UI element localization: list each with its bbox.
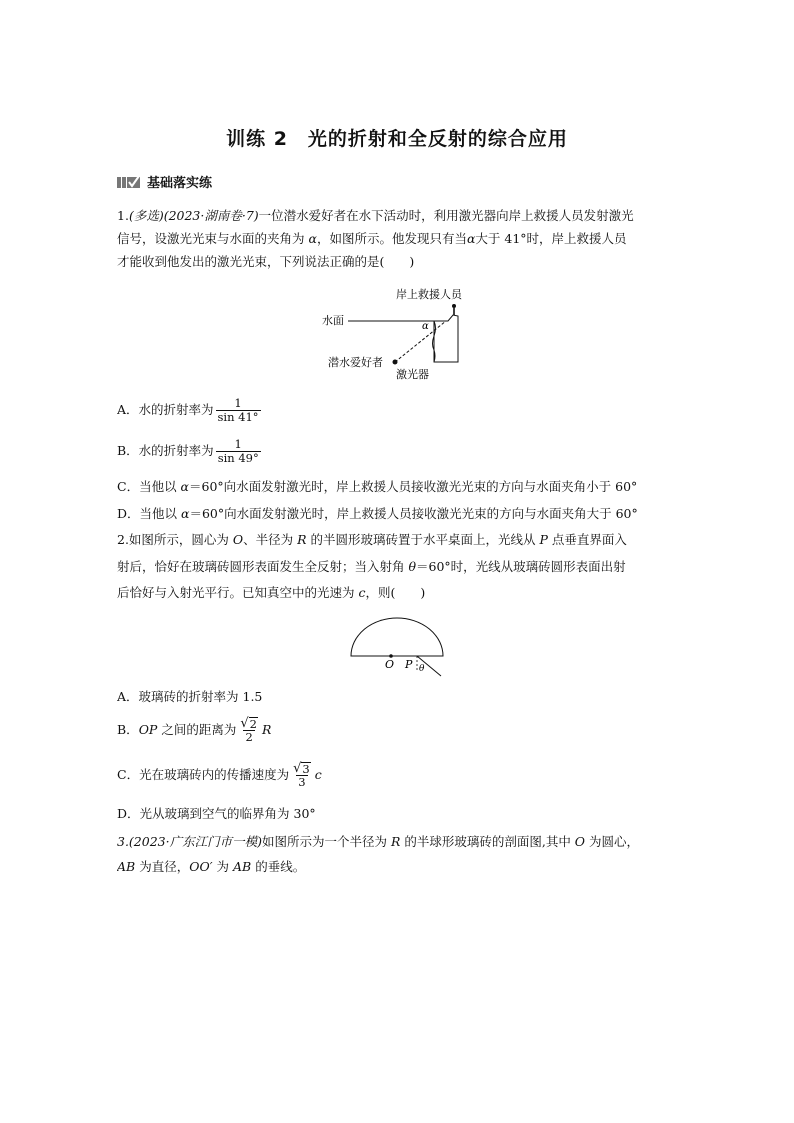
q3-line-2: AB 为直径，OO′ 为 AB 的垂线。 — [117, 859, 306, 874]
q1-option-a[interactable]: A．水的折射率为 $\frac{1}{\sin 41^\circ}$ — [117, 397, 259, 424]
section-header — [117, 172, 212, 191]
shore-outline — [434, 315, 458, 362]
alpha-label: α — [422, 321, 429, 332]
q1-line-2: 信号，设激光光束与水面的夹角为 α，如图所示。他发现只有当α大于 41°时，岸上救援人员 — [117, 231, 627, 246]
p-label: P — [405, 658, 413, 671]
q2-line-3: 后恰好与入射光平行。已知真空中的光速为 c，则( ) — [117, 585, 426, 600]
q3-line-1: 3.(2023·广东江门市一模)如图所示为一个半径为 R 的半球形玻璃砖的剖面图,其中 O 为圆心， — [117, 834, 640, 849]
q1-option-c[interactable]: C．当他以 α＝60°向水面发射激光时，岸上救援人员接收激光光束的方向与水面夹角小于 60° — [117, 479, 638, 494]
diver-dot — [393, 360, 398, 365]
q1-figure — [320, 284, 480, 380]
page-title: 训练 2 光的折射和全反射的综合应用 — [226, 128, 568, 150]
q2-option-a[interactable]: A．玻璃砖的折射率为 1.5 — [117, 689, 263, 704]
checkmark-icon — [117, 175, 141, 189]
water-label: 水面 — [322, 314, 344, 327]
q2-option-c[interactable]: C．光在玻璃砖内的传播速度为 √ 3 3 c — [117, 761, 322, 789]
q2-line-1: 2.如图所示，圆心为 O、半径为 R 的半圆形玻璃砖置于水平桌面上，光线从 P 点垂直界面入 — [117, 532, 627, 547]
q1-option-b[interactable]: B．水的折射率为 $\frac{1}{\sin 49^\circ}$ — [117, 438, 259, 465]
q2-line-2: 射后，恰好在玻璃砖圆形表面发生全反射；当入射角 θ＝60°时，光线从玻璃砖圆形表面出射 — [117, 559, 626, 574]
q2-figure — [345, 614, 450, 678]
q2-option-d[interactable]: D．光从玻璃到空气的临界角为 30° — [117, 806, 316, 821]
o-label: O — [385, 658, 395, 671]
laser-label: 激光器 — [396, 368, 429, 380]
rescuer-label: 岸上救援人员 — [396, 288, 462, 301]
section-label: 基础落实练 — [147, 176, 213, 191]
diver-label: 潜水爱好者 — [328, 356, 383, 369]
theta-label: θ — [419, 664, 425, 674]
semicircle-glass — [351, 618, 443, 656]
q1-line-1: 1.(多选)(2023·湖南卷·7)一位潜水爱好者在水下活动时，利用激光器向岸上救援人员发射激光 — [117, 208, 634, 223]
q1-line-3: 才能收到他发出的激光光束，下列说法正确的是( ) — [117, 254, 415, 269]
q1-option-d[interactable]: D．当他以 α＝60°向水面发射激光时，岸上救援人员接收激光光束的方向与水面夹角大于 60° — [117, 506, 638, 521]
rescuer-icon — [452, 304, 456, 308]
q2-option-b[interactable]: B．OP 之间的距离为 √ 2 2 R — [117, 716, 272, 744]
